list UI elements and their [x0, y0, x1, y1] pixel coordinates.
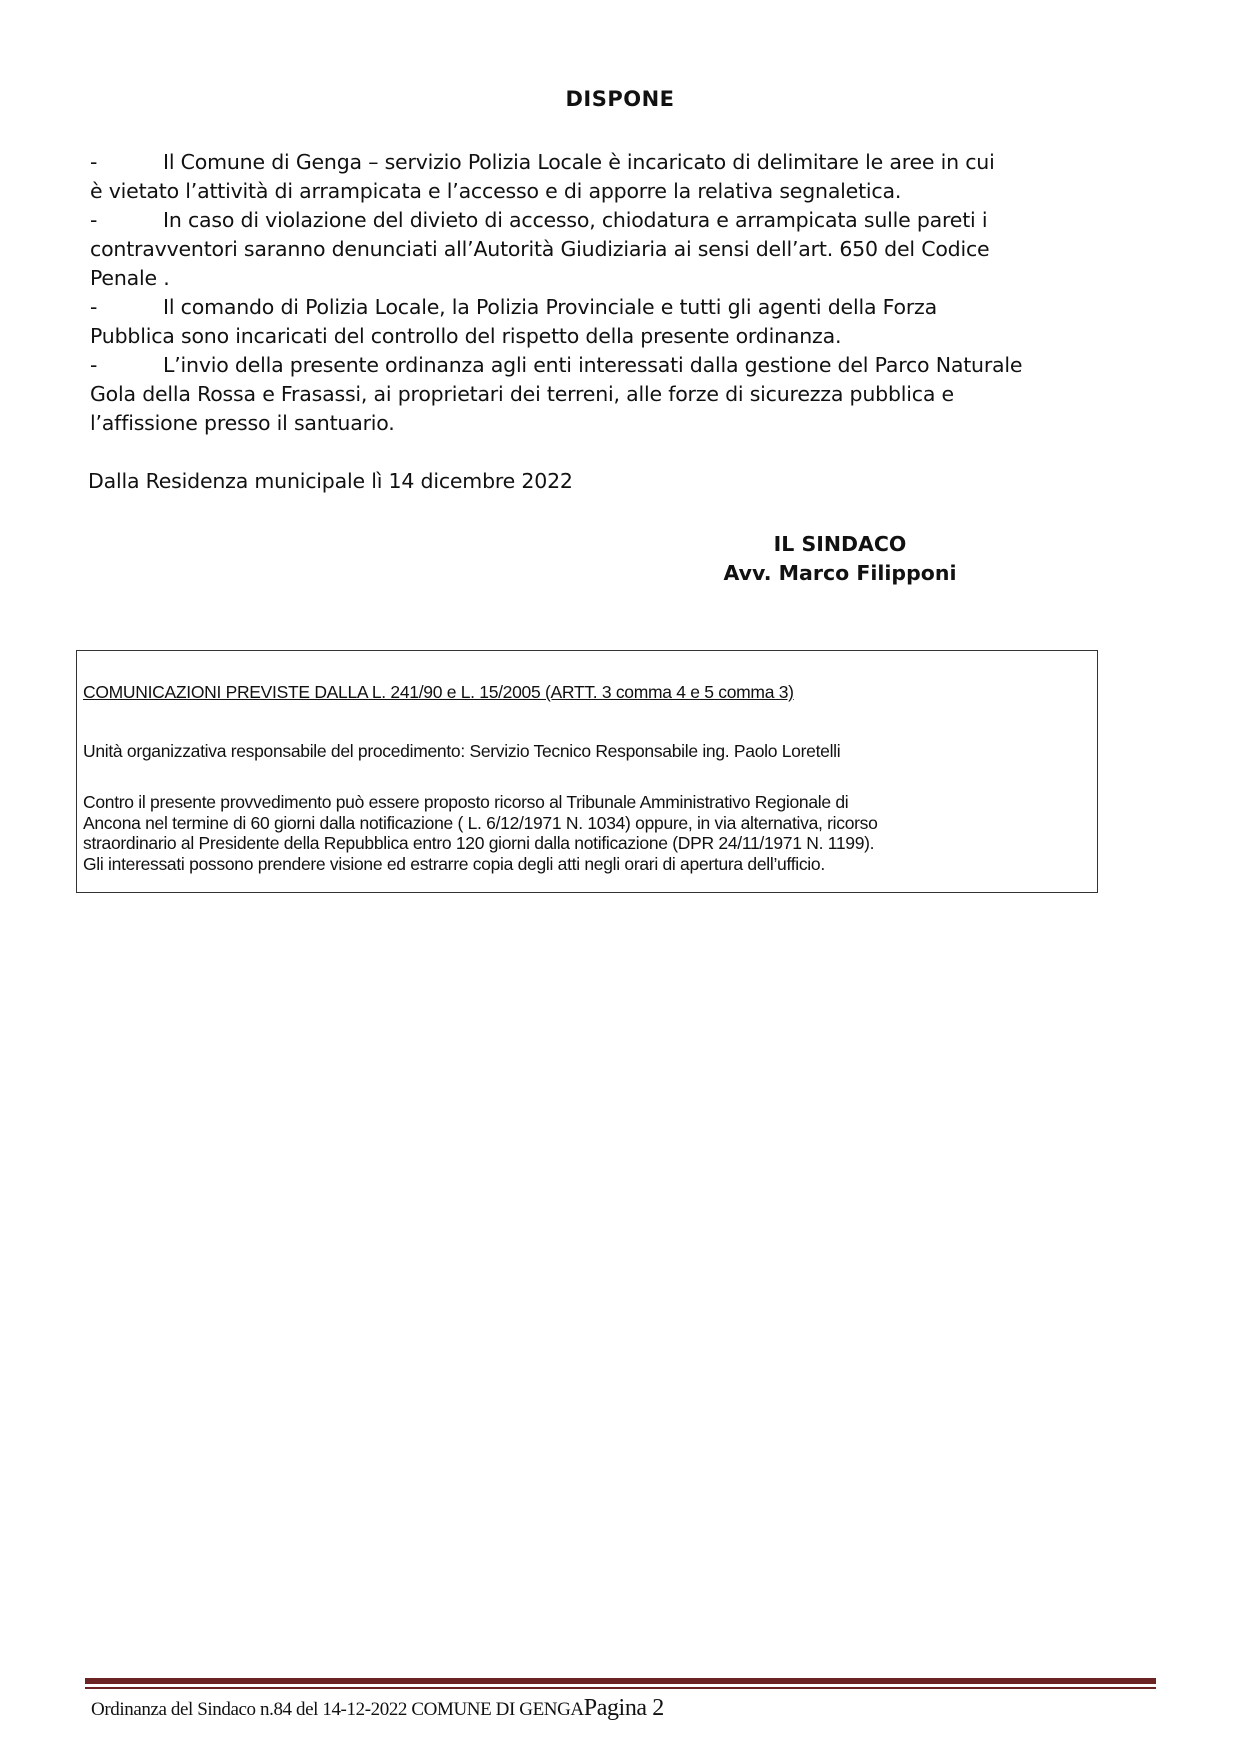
appeal-line: straordinario al Presidente della Repubblica entro 120 giorni dalla notificazione (DPR 24/11/1971 N. 1199). — [83, 833, 875, 853]
disposition-item — [90, 351, 1156, 438]
footer-rule-thin — [85, 1687, 1156, 1689]
disposition-line: L’invio della presente ordinanza agli enti interessati dalla gestione del Parco Naturale — [163, 353, 1023, 377]
disposition-item — [90, 148, 1156, 206]
disposition-line: In caso di violazione del divieto di accesso, chiodatura e arrampicata sulle pareti i — [163, 208, 988, 232]
disposition-line: Gola della Rossa e Frasassi, ai proprietari dei terreni, alle forze di sicurezza pubblica e — [90, 382, 954, 406]
footer-reference: Ordinanza del Sindaco n.84 del 14-12-2022 COMUNE DI GENGA — [91, 1699, 584, 1720]
appeal-information — [83, 792, 878, 874]
notice-title: COMUNICAZIONI PREVISTE DALLA L. 241/90 e L. 15/2005 (ARTT. 3 comma 4 e 5 comma 3) — [83, 682, 794, 702]
signatory-name: Avv. Marco Filipponi — [723, 561, 957, 585]
responsible-unit: Unità organizzativa responsabile del procedimento: Servizio Tecnico Responsabile ing. Paolo Loretelli — [83, 741, 841, 761]
bullet-dash: - — [90, 353, 98, 377]
page-number: Pagina 2 — [583, 1695, 664, 1721]
disposition-line: Penale . — [90, 266, 170, 290]
disposition-line: l’affissione presso il santuario. — [90, 411, 395, 435]
disposition-line: contravventori saranno denunciati all’Autorità Giudiziaria ai sensi dell’art. 650 del Codice — [90, 237, 990, 261]
section-heading: DISPONE — [565, 87, 675, 111]
disposition-line: è vietato l’attività di arrampicata e l’accesso e di apporre la relativa segnaletica. — [90, 179, 902, 203]
disposition-item — [90, 206, 1156, 293]
bullet-dash: - — [90, 208, 98, 232]
disposition-line: Pubblica sono incaricati del controllo del rispetto della presente ordinanza. — [90, 324, 842, 348]
legal-notice-box — [76, 650, 1098, 893]
disposition-line: Il Comune di Genga – servizio Polizia Locale è incaricato di delimitare le aree in cui — [163, 150, 995, 174]
disposition-item — [90, 293, 1156, 351]
footer-rule — [85, 1678, 1156, 1684]
bullet-dash: - — [90, 295, 98, 319]
signatory-title: IL SINDACO — [773, 532, 907, 556]
appeal-line: Contro il presente provvedimento può essere proposto ricorso al Tribunale Amministrativo Regionale di — [83, 792, 849, 812]
appeal-line: Gli interessati possono prendere visione ed estrarre copia degli atti negli orari di apertura dell’ufficio. — [83, 853, 825, 874]
date-place-line: Dalla Residenza municipale lì 14 dicembre 2022 — [88, 469, 573, 493]
appeal-line: Ancona nel termine di 60 giorni dalla notificazione ( L. 6/12/1971 N. 1034) oppure, in via alternativa, ricorso — [83, 812, 878, 833]
page-footer — [91, 1695, 664, 1722]
bullet-dash: - — [90, 150, 98, 174]
dispositions-list — [90, 148, 1156, 438]
signature-block — [600, 530, 1080, 588]
disposition-line: Il comando di Polizia Locale, la Polizia Provinciale e tutti gli agenti della Forza — [163, 295, 937, 319]
